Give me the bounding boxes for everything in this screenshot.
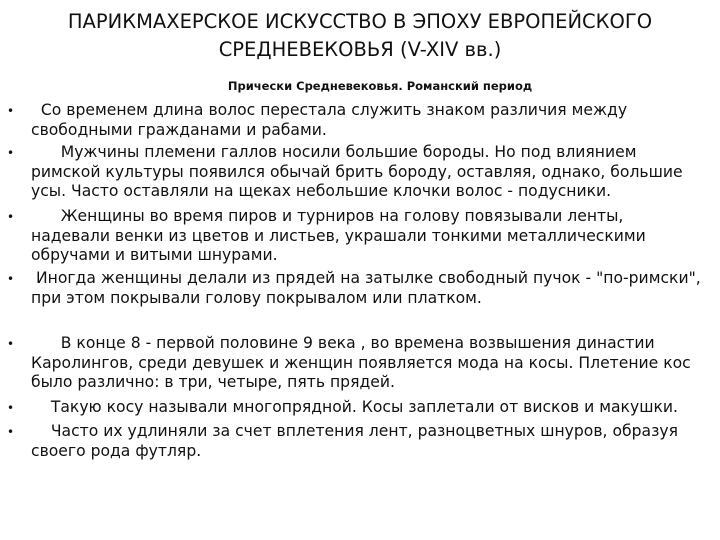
bullet-icon: • xyxy=(7,104,15,118)
bullet-icon: • xyxy=(7,337,15,351)
bullet-item xyxy=(7,398,701,418)
bullet-item xyxy=(7,207,701,266)
bullet-text: Со временем длина волос перестала служить знаком различия между свободными гражданами и рабами. xyxy=(31,101,633,139)
bullet-text: В конце 8 - первой половине 9 века , во времена возвышения династии Каролингов, среди девушек и женщин появляется мода на косы. Плетение кос было различно: в три, четыре, пять прядей. xyxy=(31,334,696,391)
bullet-icon: • xyxy=(7,425,15,439)
bullet-item xyxy=(7,143,701,202)
slide-title: ПАРИКМАХЕРСКОЕ ИСКУССТВО В ЭПОХУ ЕВРОПЕЙСКОГО СРЕДНЕВЕКОВЬЯ (V-XIV вв.) xyxy=(67,10,653,61)
bullet-text: Женщины во время пиров и турниров на голову повязывали ленты, надевали венки из цветов и листьев, украшали тонкими металлическими обручами и витыми шнурами. xyxy=(31,207,651,264)
bullet-text: Часто их удлиняли за счет вплетения лент, разноцветных шнуров, образуя своего рода футляр. xyxy=(31,422,683,460)
bullet-item xyxy=(7,101,701,140)
bullet-icon: • xyxy=(7,146,15,160)
bullet-item xyxy=(7,269,706,308)
bullet-icon: • xyxy=(7,210,15,224)
bullet-text: Иногда женщины делали из прядей на затылке свободный пучок - "по-римски", при этом покрывали голову покрывалом или платком. xyxy=(31,269,706,307)
bullet-text: Мужчины племени галлов носили большие бороды. Но под влиянием римской культуры появился обычай брить бороду, оставляя, однако, большие усы. Часто оставляли на щеках небольшие клочки волос - подусники. xyxy=(31,143,688,200)
bullet-icon: • xyxy=(7,401,15,415)
bullet-icon: • xyxy=(7,272,15,286)
bullet-item xyxy=(7,334,701,393)
bullet-text: Такую косу называли многопрядной. Косы заплетали от висков и макушки. xyxy=(31,398,678,416)
bullet-item xyxy=(7,422,701,461)
slide-subtitle: Прически Средневековья. Романский период xyxy=(227,79,533,93)
